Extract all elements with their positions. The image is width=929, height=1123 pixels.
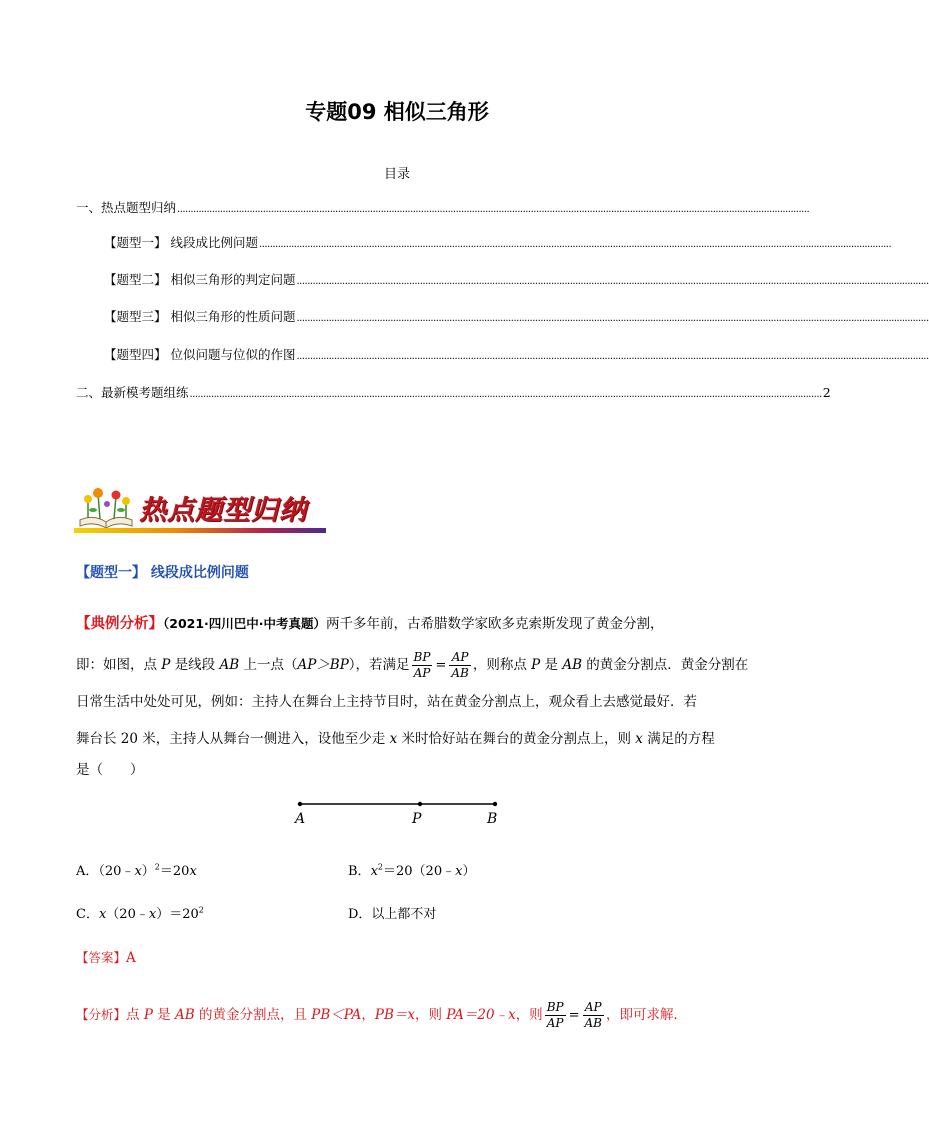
toc-entry-label: 【题型三】 相似三角形的性质问题 [104, 309, 296, 324]
text-run: ＝20（20﹣ [383, 864, 456, 879]
toc-entry[interactable] [104, 270, 929, 288]
banner-title: 热点题型归纳 [139, 495, 307, 526]
text-run: ， [361, 1007, 375, 1023]
text-run: 满足的方程 [642, 731, 715, 747]
text-run: 的黄金分割点．黄金分割在 [582, 657, 749, 673]
option-a[interactable] [76, 860, 197, 879]
segment-figure [290, 798, 510, 838]
example-line-1 [76, 612, 664, 633]
text-run: ＝20 [159, 864, 190, 879]
equals-sign: = [435, 658, 447, 673]
answer-value: A [126, 950, 136, 966]
analysis-line [76, 1000, 687, 1031]
toc-leader: ............................................................................................................................................................................................................................................ [177, 204, 810, 215]
math-var: P [143, 1007, 153, 1023]
text-run: D．以上都不对 [348, 907, 437, 922]
fraction-denominator: AB [451, 666, 469, 680]
toc-leader: ............................................................................................................................................................................................................................................ [296, 351, 929, 362]
toc-entry[interactable] [104, 307, 929, 325]
toc-entry-label: 二、最新模考题组练 [76, 385, 189, 400]
toc-page: 2 [822, 385, 831, 400]
fraction-denominator: AP [413, 666, 431, 680]
math-var: AB [175, 1007, 195, 1023]
example-line-5 [76, 758, 144, 778]
text-run: ，即可求解． [605, 1007, 687, 1023]
toc-leader: ............................................................................................................................................................................................................................................ [258, 239, 892, 250]
fraction-denominator: AP [546, 1016, 564, 1030]
math-inequality: PB＜PA [311, 1007, 362, 1023]
fraction-numerator: BP [546, 1000, 564, 1014]
equals-sign: = [568, 1008, 580, 1023]
option-d[interactable] [348, 903, 436, 922]
flower-book-icon [74, 486, 138, 530]
toc-entry[interactable] [104, 345, 929, 363]
math-expression: PA＝20﹣x [446, 1007, 516, 1023]
point-p-dot [418, 802, 422, 806]
toc-entry-label: 【题型二】 相似三角形的判定问题 [104, 272, 296, 287]
text-run: 是（ ） [76, 762, 144, 778]
text-run: ） [141, 864, 155, 879]
answer-label: 【答案】 [76, 950, 127, 965]
point-a-dot [298, 802, 302, 806]
text-run: ，则 [415, 1007, 447, 1023]
example-source: （2021·四川巴中·中考真题） [163, 616, 327, 631]
text-run: C． [76, 907, 99, 922]
point-b-dot [493, 802, 497, 806]
fraction [412, 650, 433, 681]
example-text: 两千多年前，古希腊数学家欧多克索斯发现了黄金分割， [326, 616, 664, 632]
math-var: x [134, 864, 142, 879]
fraction [449, 650, 470, 681]
fraction [583, 1000, 604, 1031]
toc-entry-label: 【题型一】 线段成比例问题 [104, 235, 258, 250]
math-var: x [455, 864, 463, 879]
text-run: 点 [126, 1007, 144, 1023]
fraction-denominator: AB [584, 1016, 602, 1030]
exponent: 2 [154, 862, 160, 872]
text-run: 是 [540, 657, 563, 673]
text-run: 是 [152, 1007, 175, 1023]
toc-entry[interactable] [76, 383, 831, 401]
text-run: ） [462, 864, 476, 879]
example-label: 【典例分析】 [76, 616, 163, 632]
answer-line [76, 948, 136, 966]
text-run: 即：如图，点 [76, 657, 162, 673]
toc-leader: ............................................................................................................................................................................................................................................ [296, 313, 929, 324]
section-banner [74, 486, 326, 534]
math-var: x [189, 864, 197, 879]
text-run: 舞台长 20 米，主持人从舞台一侧进入，设他至少走 [76, 731, 390, 747]
toc-entry[interactable] [104, 233, 892, 251]
toc-entry-label: 一、热点题型归纳 [76, 200, 177, 215]
fraction-numerator: AP [449, 650, 470, 666]
text-run: ）＝20 [156, 907, 199, 922]
example-line-3 [76, 690, 697, 710]
toc-entry[interactable] [76, 198, 810, 216]
math-var: x [635, 731, 643, 747]
text-run: ，则称点 [472, 657, 532, 673]
point-a-label: A [295, 811, 306, 827]
toc-leader: ............................................................................................................................................................................................................................................ [296, 276, 929, 287]
page-title: 专题09 相似三角形 [305, 100, 489, 124]
exponent: 2 [377, 862, 383, 872]
example-line-2 [76, 650, 748, 681]
text-run: B． [348, 864, 371, 879]
toc-heading: 目录 [383, 167, 410, 182]
point-b-label: B [487, 811, 498, 827]
math-var: AB [562, 657, 582, 673]
text-run: 米时恰好站在舞台的黄金分割点上，则 [397, 731, 636, 747]
math-var: P [161, 657, 171, 673]
math-var: x [370, 864, 378, 879]
toc-entry-label: 【题型四】 位似问题与位似的作图 [104, 347, 296, 362]
text-run: 的黄金分割点，且 [194, 1007, 312, 1023]
text-run: ），若满足 [348, 657, 410, 673]
math-var: x [148, 907, 157, 922]
fraction-numerator: BP [413, 650, 431, 664]
option-c[interactable] [76, 903, 204, 922]
text-run: （20﹣ [106, 907, 149, 922]
fraction [545, 1000, 566, 1031]
text-run: ，则 [515, 1007, 543, 1023]
option-b[interactable] [348, 860, 475, 879]
text-run: 上一点（ [239, 657, 298, 673]
section-heading: 【题型一】 线段成比例问题 [76, 565, 249, 581]
math-inequality: AP＞BP [297, 657, 349, 673]
math-var: x [389, 731, 398, 747]
exponent: 2 [198, 905, 204, 915]
point-p-label: P [412, 811, 422, 827]
text-run: 是线段 [170, 657, 220, 673]
example-line-4 [76, 727, 715, 747]
analysis-label: 【分析】 [76, 1007, 127, 1022]
fraction-numerator: AP [583, 1000, 604, 1016]
banner-underline [74, 528, 326, 533]
text-run: 日常生活中处处可见，例如：主持人在舞台上主持节目时，站在黄金分割点上，观众看上去感觉最好．若 [76, 694, 697, 710]
text-run: A．（20﹣ [76, 864, 135, 879]
math-var: P [531, 657, 541, 673]
toc-leader: ............................................................................................................................................................................................................................................ [189, 389, 822, 400]
math-var: AB [219, 657, 240, 673]
math-var: x [98, 907, 107, 922]
math-expression: PB＝x [374, 1007, 415, 1023]
